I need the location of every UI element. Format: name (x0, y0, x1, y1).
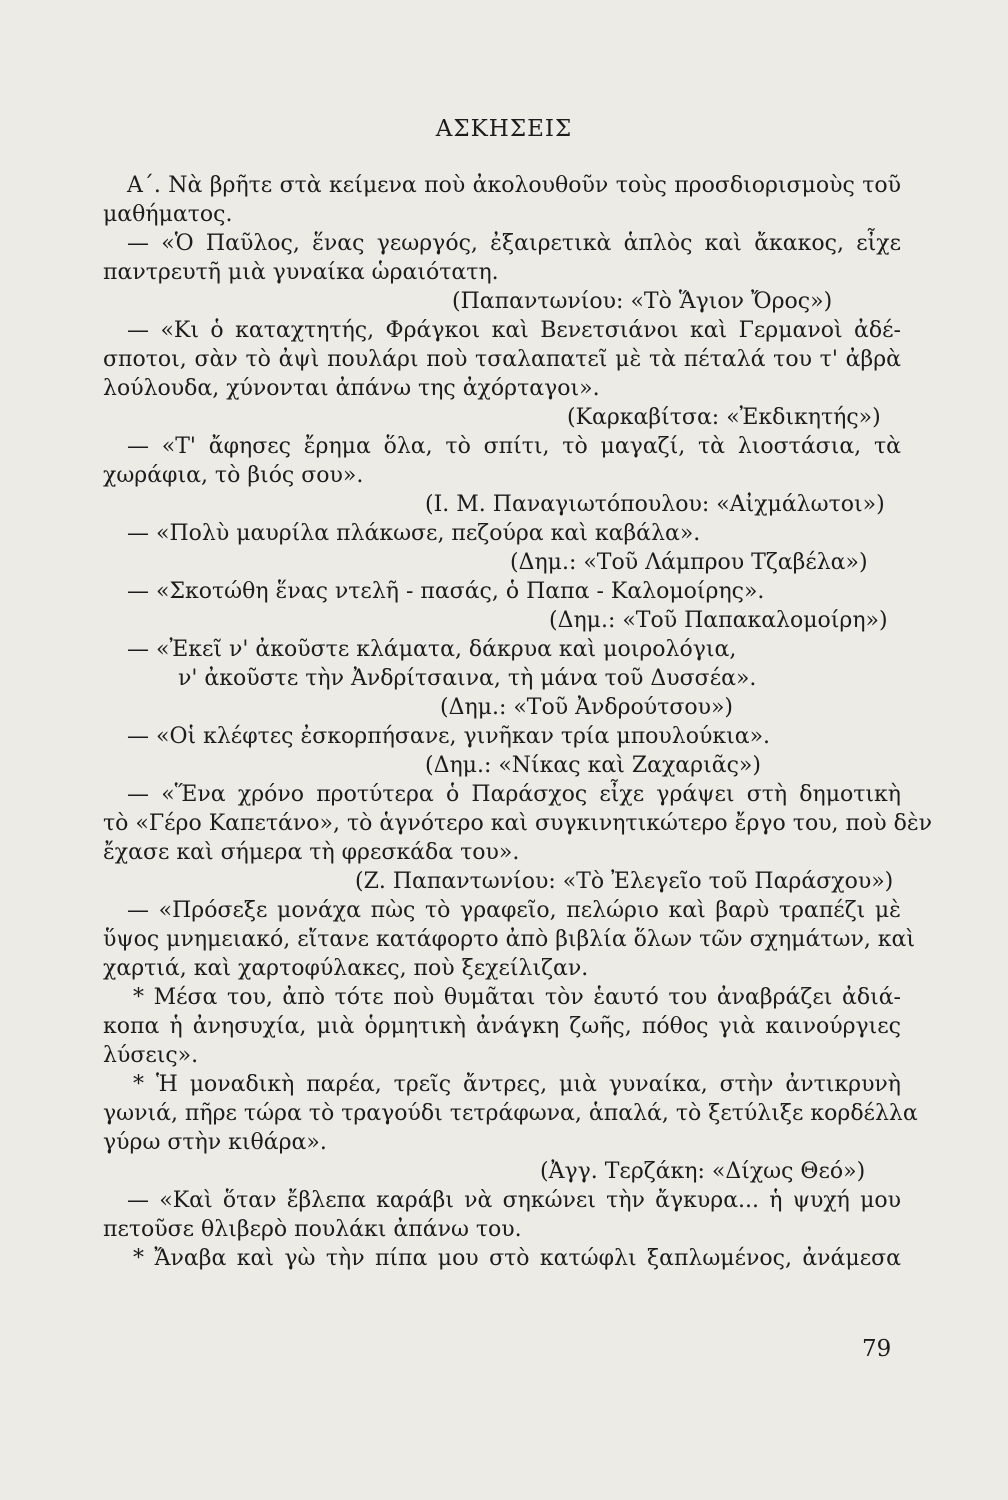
verse-line: — «Ἐκεῖ ν' ἀκοῦστε κλάματα, δάκρυα καὶ μοιρολόγια, (127, 637, 737, 662)
text-line: — «Πρόσεξε μονάχα πὼς τὸ γραφεῖο, πελώριο καὶ βαρὺ τραπέζι μὲ (127, 898, 901, 923)
citation: (Δημ.: «Τοῦ Λάμπρου Τζαβέλα») (510, 550, 868, 575)
text-line: — «Τ' ἄφησες ἔρημα ὅλα, τὸ σπίτι, τὸ μαγαζί, τὰ λιοστάσια, τὰ (127, 434, 901, 459)
text-line: γύρω στὴν κιθάρα». (103, 1130, 327, 1155)
verse-line: — «Οἱ κλέφτες ἐσκορπήσανε, γινῆκαν τρία μπουλούκια». (127, 724, 771, 749)
text-line: χαρτιά, καὶ χαρτοφύλακες, ποὺ ξεχείλιζαν. (103, 956, 589, 981)
page-number: 79 (862, 1336, 892, 1362)
text-line: ἔχασε καὶ σήμερα τὴ φρεσκάδα του». (103, 840, 520, 865)
citation: (Ζ. Παπαντωνίου: «Τὸ Ἐλεγεῖο τοῦ Παράσχου») (355, 869, 894, 894)
citation: (Δημ.: «Τοῦ Παπακαλομοίρη») (549, 608, 888, 633)
text-line: ὕψος μνημειακό, εἴτανε κατάφορτο ἀπὸ βιβλία ὅλων τῶν σχημάτων, καὶ (103, 927, 916, 952)
citation: (Ι. Μ. Παναγιωτόπουλου: «Αἰχμάλωτοι») (425, 492, 885, 517)
citation: (Παπαντωνίου: «Τὸ Ἅγιον Ὄρος») (452, 289, 833, 314)
text-line: — «Σκοτώθη ἕνας ντελῆ - πασάς, ὁ Παπα - Καλομοίρης». (127, 579, 765, 604)
text-line: μαθήματος. (103, 202, 233, 227)
text-line: — «Κι ὁ καταχτητής, Φράγκοι καὶ Βενετσιάνοι καὶ Γερμανοὶ ἀδέ- (127, 318, 901, 343)
text-line: — «Καὶ ὅταν ἔβλεπα καράβι νὰ σηκώνει τὴν ἄγκυρα... ἡ ψυχή μου (127, 1188, 901, 1213)
text-line: * Ἡ μοναδικὴ παρέα, τρεῖς ἄντρες, μιὰ γυναίκα, στὴν ἀντικρυνὴ (133, 1072, 901, 1097)
citation: (Καρκαβίτσα: «Ἐκδικητής») (567, 405, 881, 430)
citation: (Ἀγγ. Τερζάκη: «Δίχως Θεό») (540, 1159, 866, 1184)
text-line: — «Ἕνα χρόνο προτύτερα ὁ Παράσχος εἶχε γράψει στὴ δημοτικὴ (127, 782, 901, 807)
text-line: σποτοι, σὰν τὸ ἀψὶ πουλάρι ποὺ τσαλαπατεῖ μὲ τὰ πέταλά του τ' ἀβρὰ (103, 347, 901, 372)
citation: (Δημ.: «Νίκας καὶ Ζαχαριᾶς») (425, 753, 761, 778)
text-line: πετοῦσε θλιβερὸ πουλάκι ἀπάνω του. (103, 1217, 522, 1242)
page-heading: ΑΣΚΗΣΕΙΣ (435, 116, 573, 142)
text-line: χωράφια, τὸ βιός σου». (103, 463, 364, 488)
text-line: — «Πολὺ μαυρίλα πλάκωσε, πεζούρα καὶ καβάλα». (127, 521, 701, 546)
text-line: Α΄. Νὰ βρῆτε στὰ κείμενα ποὺ ἀκολουθοῦν τοὺς προσδιορισμοὺς τοῦ (127, 173, 901, 198)
verse-line: ν' ἀκοῦστε τὴν Ἀνδρίτσαινα, τὴ μάνα τοῦ Δυσσέα». (178, 666, 757, 691)
text-line: τὸ «Γέρο Καπετάνο», τὸ ἁγνότερο καὶ συγκινητικώτερο ἔργο του, ποὺ δὲν (103, 811, 933, 836)
text-line: — «Ὁ Παῦλος, ἕνας γεωργός, ἐξαιρετικὰ ἁπλὸς καὶ ἄκακος, εἶχε (127, 231, 901, 256)
text-line: παντρευτῆ μιὰ γυναίκα ὡραιότατη. (103, 260, 499, 285)
text-line: λούλουδα, χύνονται ἀπάνω της ἀχόρταγοι». (103, 376, 600, 401)
text-line: κοπα ἡ ἀνησυχία, μιὰ ὁρμητικὴ ἀνάγκη ζωῆς, πόθος γιὰ καινούργιες (103, 1014, 901, 1039)
text-line: λύσεις». (103, 1043, 199, 1068)
text-line: γωνιά, πῆρε τώρα τὸ τραγούδι τετράφωνα, ἁπαλά, τὸ ξετύλιξε κορδέλλα (103, 1101, 918, 1126)
citation: (Δημ.: «Τοῦ Ἀνδρούτσου») (440, 695, 734, 720)
text-line: * Ἄναβα καὶ γὼ τὴν πίπα μου στὸ κατώφλι ξαπλωμένος, ἀνάμεσα (133, 1246, 901, 1271)
text-line: * Μέσα του, ἀπὸ τότε ποὺ θυμᾶται τὸν ἑαυτό του ἀναβράζει ἀδιά- (133, 985, 901, 1010)
